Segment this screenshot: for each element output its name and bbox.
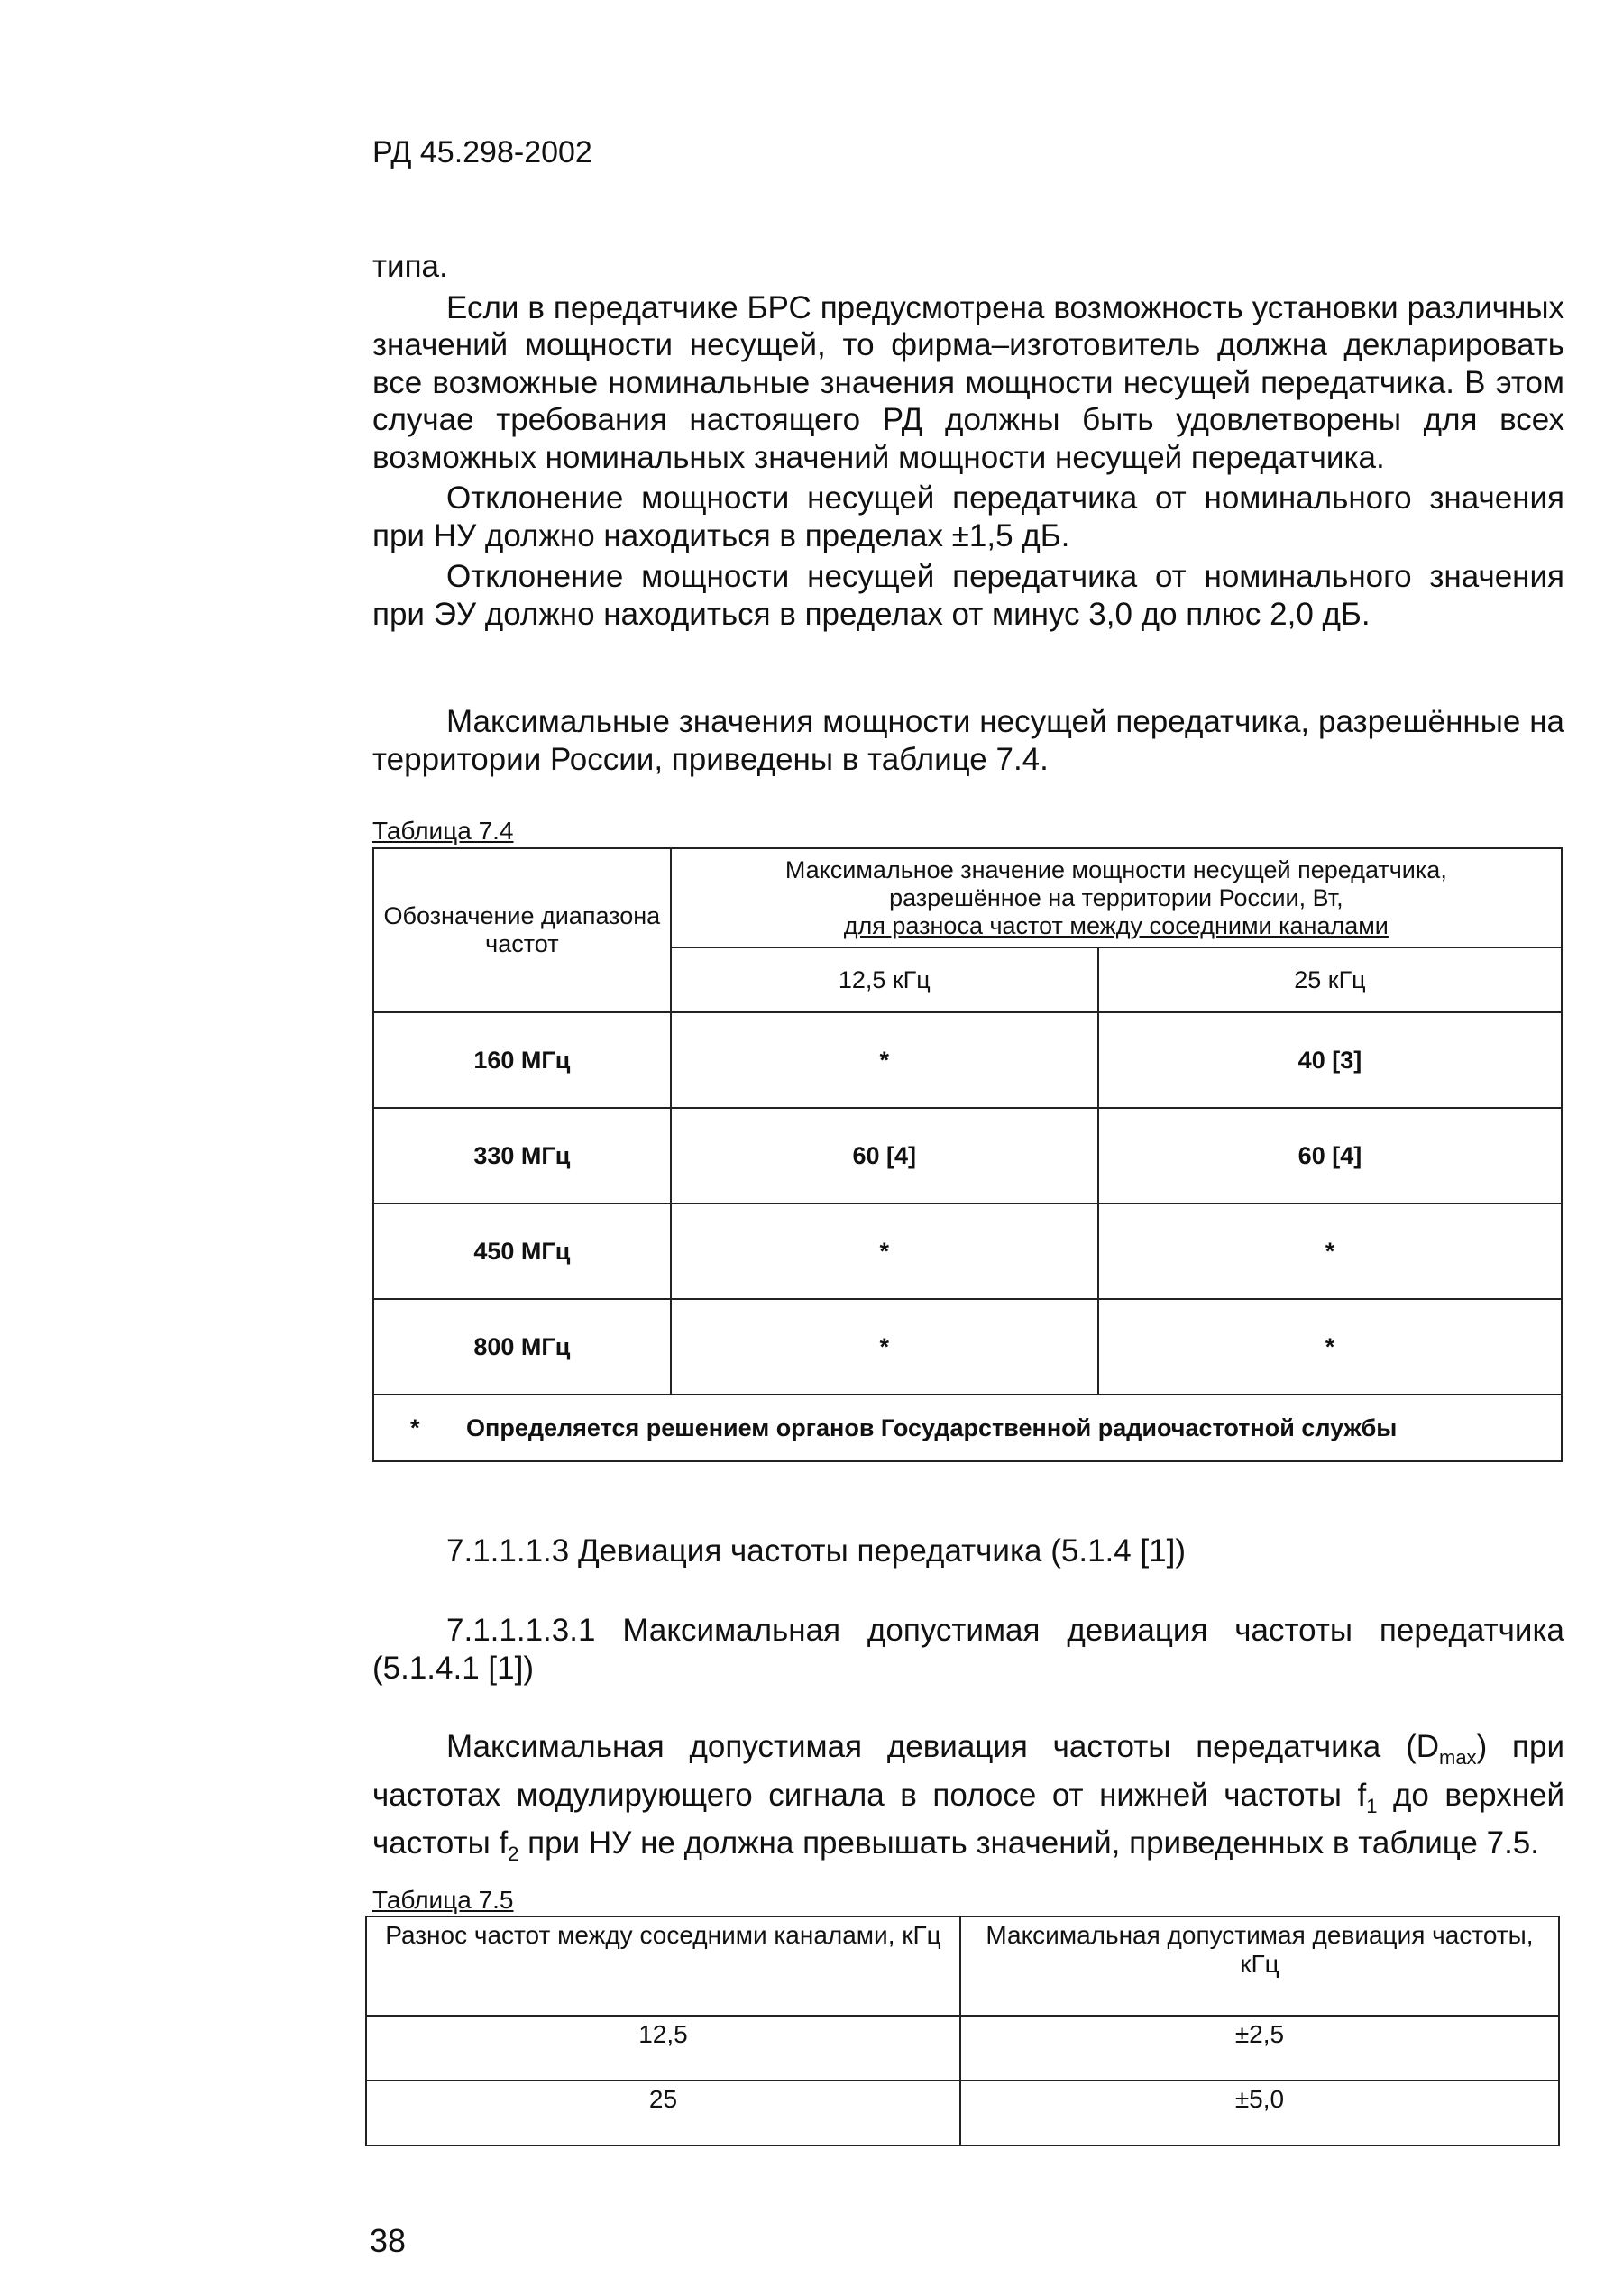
paragraph-max-deviation: Максимальная допустимая девиация частоты передатчика $(D_{max})$ при частотах модулирующего сигнала в полосе от нижней частоты $f_1$ до верхней частоты $f_2$ при НУ не должна превышать значений, приведенных в таблице 7.5.: [372, 1729, 1565, 1865]
table74-subheader-12-5: 12,5 кГц: [671, 947, 1098, 1012]
table75-spacing-cell: 25: [366, 2081, 960, 2145]
section-deviation: [372, 1532, 1564, 1570]
table74-intro-text: [372, 703, 1564, 778]
paragraph-carrier-power-values: Если в передатчике БРС предусмотрена возможность установки различных значений мощности несущей, то фирма–изготовитель должна декларировать все возможные номинальные значения мощности несущей передатчика. В этом случае требования настоящего РД должны быть удовлетворены для всех возможных номинальных значений мощности несущей передатчика.: [372, 289, 1564, 475]
table74-value-cell: *: [1098, 1299, 1562, 1395]
paragraph-type: типа.: [372, 249, 448, 284]
table75-spacing-cell: 12,5: [366, 2016, 960, 2081]
paragraph-deviation-nu: Отклонение мощности несущей передатчика от номинального значения при НУ должно находиться в пределах ±1,5 дБ.: [372, 480, 1564, 553]
table74-header-max-power: [671, 848, 1562, 947]
table-row: [373, 1012, 1562, 1108]
table75-deviation-cell: ±5,0: [960, 2081, 1559, 2145]
max-deviation-text: [372, 1728, 1564, 1873]
paragraph-max-values: Максимальные значения мощности несущей передатчика, разрешённые на территории России, приведены в таблице 7.4.: [372, 704, 1564, 777]
table75-header-spacing: Разнос частот между соседними каналами, кГц: [366, 1916, 960, 2016]
table-row: [366, 2016, 1559, 2081]
table74-band-cell: 330 МГц: [373, 1108, 671, 1203]
table74-band-cell: 160 МГц: [373, 1012, 671, 1108]
table-7-4: [372, 847, 1563, 1462]
table74-header-band: [373, 848, 671, 1012]
footnote-text: Определяется решением органов Государственной радиочастотной службы: [466, 1413, 1398, 1441]
table74-footnote: [373, 1395, 1562, 1461]
table74-band-label: Обозначение диапазона частот: [383, 902, 661, 957]
table-row: [373, 1299, 1562, 1395]
page-number: 38: [370, 2222, 407, 2259]
table74-subheader-25: 25 кГц: [1098, 947, 1562, 1012]
table-row: [373, 1108, 1562, 1203]
section-heading-7-1-1-1-3: 7.1.1.1.3 Девиация частоты передатчика (5.1.4 [1]): [446, 1533, 1187, 1569]
table74-head-line3: для разноса частот между соседними каналами: [843, 911, 1389, 939]
table75-deviation-cell: ±2,5: [960, 2016, 1559, 2081]
subscript-max: max: [1439, 1746, 1477, 1769]
table74-value-cell: 60 [4]: [1098, 1108, 1562, 1203]
table-row: [373, 1203, 1562, 1299]
table-row: [366, 2081, 1559, 2145]
table74-value-cell: *: [1098, 1203, 1562, 1299]
table74-head-line1: Максимальное значение мощности несущей передатчика,: [784, 855, 1447, 883]
table74-caption: Таблица 7.4: [372, 817, 514, 845]
table74-value-cell: *: [671, 1203, 1098, 1299]
table74-band-cell: 800 МГц: [373, 1299, 671, 1395]
table74-value-cell: *: [671, 1012, 1098, 1108]
table75-header-deviation: Максимальная допустимая девиация частоты, кГц: [960, 1916, 1559, 2016]
table-7-5: [365, 1916, 1560, 2146]
table74-band-cell: 450 МГц: [373, 1203, 671, 1299]
table74-head-line2: разрешённое на территории России, Вт,: [889, 883, 1343, 911]
paragraph-deviation-eu: Отклонение мощности несущей передатчика от номинального значения при ЭУ должно находиться в пределах от минус 3,0 до плюс 2,0 дБ.: [372, 559, 1564, 632]
section-heading-7-1-1-1-3-1: 7.1.1.1.3.1 Максимальная допустимая девиация частоты передатчика (5.1.4.1 [1]): [372, 1613, 1564, 1686]
table74-value-cell: 60 [4]: [671, 1108, 1098, 1203]
subscript-1: 1: [1366, 1794, 1378, 1817]
footnote-mark: *: [410, 1413, 420, 1441]
section-max-deviation: [372, 1612, 1564, 1687]
table74-value-cell: 40 [3]: [1098, 1012, 1562, 1108]
intro-text-block: [372, 248, 1564, 633]
document-code-header: РД 45.298-2002: [372, 135, 592, 169]
subscript-2: 2: [508, 1843, 519, 1865]
table74-value-cell: *: [671, 1299, 1098, 1395]
table75-caption: Таблица 7.5: [372, 1886, 514, 1914]
